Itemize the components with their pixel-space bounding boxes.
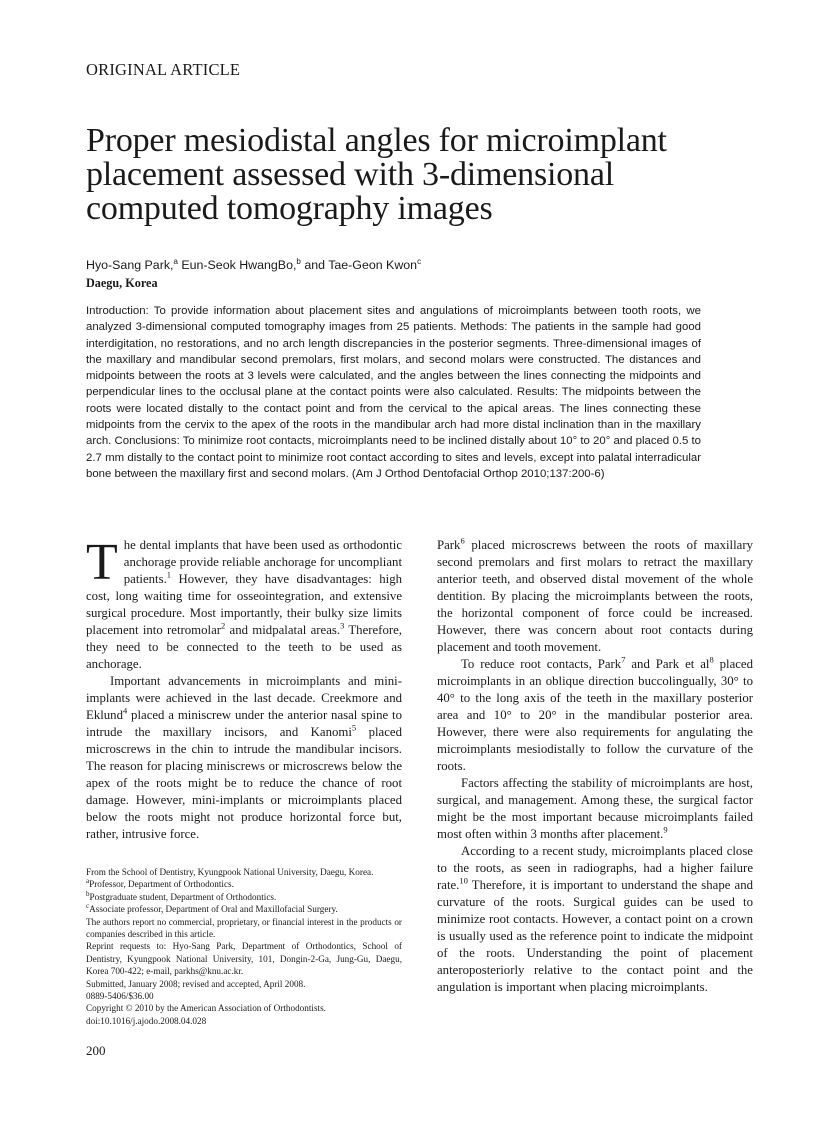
footnote-line (86, 916, 402, 941)
text-run: 0889-5406/$36.00 (86, 991, 154, 1002)
affiliation-mark: c (417, 257, 422, 266)
reference-superscript: 6 (460, 535, 465, 546)
reference-superscript: 5 (351, 722, 357, 733)
reference-superscript: 10 (459, 875, 468, 886)
page-number: 200 (86, 1043, 106, 1058)
footnote-line (86, 878, 402, 890)
footnote-line (86, 866, 402, 878)
text-run: The authors report no commercial, proprietary, or financial interest in the products or companies described in this article. (86, 916, 402, 940)
footnote-line (86, 1015, 402, 1027)
reference-superscript: 7 (621, 654, 626, 665)
reference-superscript: a (86, 877, 90, 886)
text-run: Park (437, 538, 461, 552)
body-paragraph (86, 673, 402, 843)
text-run: Important advancements in microimplants and mini-implants were achieved in the last decade. Creekmore and Eklund (86, 674, 402, 722)
body-paragraph (437, 775, 753, 843)
body-paragraph (437, 656, 753, 775)
text-run: According to a recent study, microimplants placed close to the roots, as seen in radiographs, had a higher failure rate. (437, 844, 753, 892)
text-run: doi:10.1016/j.ajodo.2008.04.028 (86, 1015, 207, 1026)
text-run: Associate professor, Department of Oral and Maxillofacial Surgery. (89, 904, 338, 915)
reference-superscript: 8 (709, 654, 714, 665)
text-run: Factors affecting the stability of microimplants are host, surgical, and management. Among these, the surgical factor might be the most important because microimplants failed most often within 3 months after placement. (437, 776, 753, 841)
reference-superscript: b (86, 889, 90, 898)
text-run: placed microscrews in the chin to intrude the mandibular incisors. The reason for placing miniscrews or microscrews below the apex of the roots might be to reduce the chance of root damage. However, mini-implants or microimplants placed below the roots might not produce horizontal force but, rather, intrusive force. (86, 725, 402, 841)
reference-superscript: 3 (340, 620, 345, 631)
text-run: However, they have disadvantages: high cost, long waiting time for osseointegration, and extensive surgical procedure. Most importantly, their bulky size limits placement into retromolar (86, 572, 402, 637)
text-run: Therefore, they need to be connected to the teeth to be used as anchorage. (86, 623, 402, 671)
body-column-right (437, 537, 753, 996)
article-title: Proper mesiodistal angles for microimplant placement assessed with 3-dimensional computed tomography images (86, 122, 667, 227)
text-run: Copyright © 2010 by the American Association of Orthodontists. (86, 1003, 326, 1014)
text-run: and Park et al (625, 657, 710, 671)
body-paragraph (437, 537, 753, 656)
footnote-line (86, 1002, 402, 1014)
reference-superscript: 2 (221, 620, 226, 631)
text-run: To reduce root contacts, Park (461, 657, 622, 671)
author-name: and Tae-Geon Kwon (304, 258, 418, 273)
text-run: he dental implants that have been used as orthodontic anchorage provide reliable anchorage for uncompliant patients. (123, 538, 402, 586)
text-run: Postgraduate student, Department of Orthodontics. (89, 891, 277, 902)
body-paragraph (437, 843, 753, 996)
text-run: Submitted, January 2008; revised and accepted, April 2008. (86, 978, 306, 989)
text-run: From the School of Dentistry, Kyungpook National University, Daegu, Korea. (86, 867, 374, 877)
footnotes (86, 866, 402, 1027)
affiliation-mark: a (173, 257, 178, 266)
text-run: Reprint requests to: Hyo-Sang Park, Department of Orthodontics, School of Dentistry, Kyungpook National University, 101, Dongin-2-Ga, Jung-Gu, Daegu, Korea 700-422; e-mail, (86, 941, 402, 977)
body-column-left (86, 534, 402, 843)
reference-superscript: 9 (663, 824, 668, 835)
email-link[interactable]: parkhs@knu.ac.kr (174, 966, 241, 977)
text-run: placed microimplants in an oblique direction buccolingually, 30° to 40° to the long axis of the teeth in the maxillary posterior area and 10° to 20° in the mandibular posterior area. However, there were also requirements for angulating the microimplants mesiodistally to follow the curvature of the roots. (437, 657, 754, 773)
reference-superscript: 1 (166, 569, 172, 580)
text-run: Professor, Department of Orthodontics. (89, 879, 234, 890)
body-paragraph (86, 534, 402, 673)
footnote-line (86, 891, 402, 903)
reference-superscript: c (86, 902, 90, 911)
footnote-line (86, 903, 402, 915)
reference-superscript: 4 (122, 705, 128, 716)
footnote-line (86, 940, 402, 977)
author-list (86, 257, 421, 272)
footnote-line (86, 990, 402, 1002)
abstract: Introduction: To provide information about placement sites and angulations of microimplants between tooth roots, we analyzed 3-dimensional computed tomography images from 25 patients. Methods: The patients in the sample had good interdigitation, no restorations, and no arch length discrepancies in the posterior segments. Three-dimensional images of the maxillary and mandibular second premolars, first molars, and second molars were constructed. The distances and midpoints between the roots at 3 levels were calculated, and the angles between the lines connecting the midpoints and perpendicular lines to the occlusal plane at the contact points were also calculated. Results: The midpoints between the roots were located distally to the contact point and from the cervical to the apical areas. The lines connecting these midpoints from the cervix to the apex of the roots in the mandibular arch had more distal inclination than in the maxillary arch. Conclusions: To minimize root contacts, microimplants need to be inclined distally about 10° to 20° and placed 0.5 to 2.7 mm distally to the contact point to minimize root contact according to sites and levels, except into palatal interradicular bone between the maxillary first and second molars. (Am J Orthod Dentofacial Orthop 2010;137:200-6) (86, 305, 701, 480)
affiliation-mark: b (296, 257, 301, 266)
text-run: placed microscrews between the roots of maxillary second premolars and first molars to retract the maxillary anterior teeth, and observed distal movement of the whole dentition. By placing the microimplants between the roots, the horizontal component of force could be increased. However, there was concern about root contacts during placement and tooth movement. (437, 538, 753, 654)
author-name: Eun-Seok HwangBo, (181, 258, 297, 273)
text-run: . (240, 966, 244, 977)
text-run: and midpalatal areas. (225, 623, 341, 637)
footnote-line (86, 978, 402, 990)
text-run: placed a miniscrew under the anterior nasal spine to intrude the maxillary incisors, and Kanomi (86, 708, 402, 739)
author-name: Hyo-Sang Park, (86, 258, 174, 273)
author-location: Daegu, Korea (86, 276, 158, 290)
text-run: Therefore, it is important to understand the shape and curvature of the roots. Surgical guides can be used to minimize root contacts. However, a contact point on a crown is usually used as the reference point to indicate the midpoint of the roots. Understanding the point of placement anteroposteriorly relative to the contact point and the angulation is important when placing microimplants. (437, 878, 753, 994)
drop-cap: T (86, 534, 118, 591)
section-label: ORIGINAL ARTICLE (86, 60, 241, 79)
